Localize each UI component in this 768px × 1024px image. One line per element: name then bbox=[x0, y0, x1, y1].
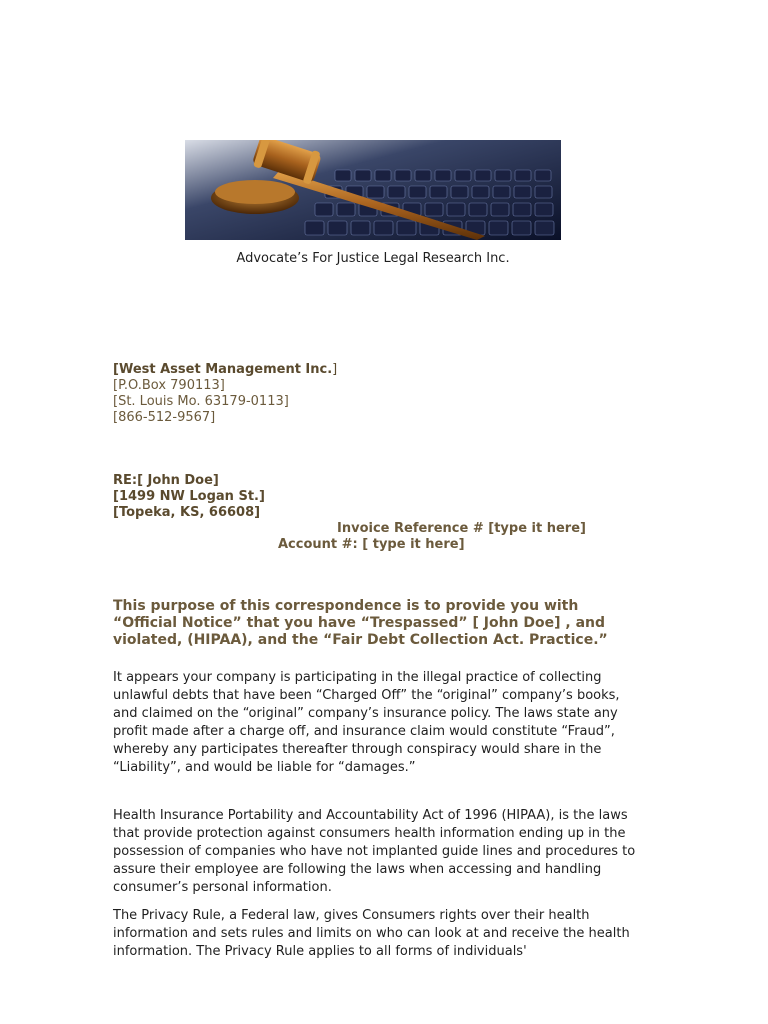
re-street: [1499 NW Logan St.] bbox=[113, 489, 265, 504]
company-name: Advocate’s For Justice Legal Research Inc. bbox=[236, 251, 510, 266]
paragraph-privacy-rule: The Privacy Rule, a Federal law, gives Consumers rights over their health information and sets rules and limits on who can look at and receive the health information. The Privacy Rule applies to all forms of individuals' bbox=[113, 908, 630, 959]
re-city: [Topeka, KS, 66608] bbox=[113, 505, 261, 520]
purpose-statement: This purpose of this correspondence is to provide you with “Official Notice” that you have “Trespassed” [ John Doe] , and violated, (HIPAA), and the “Fair Debt Collection Act. Practice.” bbox=[113, 598, 608, 648]
recipient-name: West Asset Management Inc. bbox=[118, 362, 333, 377]
recipient-address-line1: [P.O.Box 790113] bbox=[113, 378, 225, 393]
recipient-name-close: ] bbox=[332, 362, 338, 377]
gavel-on-keyboard-image bbox=[185, 140, 561, 240]
re-name: RE:[ John Doe] bbox=[113, 473, 219, 488]
recipient-name-line bbox=[113, 362, 337, 378]
gavel-keyboard-illustration bbox=[185, 140, 561, 240]
account-number: Account #: [ type it here] bbox=[278, 537, 465, 552]
paragraph-hipaa: Health Insurance Portability and Accountability Act of 1996 (HIPAA), is the laws that provide protection against consumers health information ending up in the possession of companies who have not implanted guide lines and procedures to assure their employee are following the laws when accessing and handling consumer’s personal information. bbox=[113, 808, 636, 895]
recipient-name-open: [ bbox=[113, 362, 119, 377]
recipient-phone: [866-512-9567] bbox=[113, 410, 216, 425]
invoice-reference: Invoice Reference # [type it here] bbox=[337, 521, 586, 536]
paragraph-charged-off: It appears your company is participating in the illegal practice of collecting unlawful debts that have been “Charged Off” the “original” company’s books, and claimed on the “original” company’s insurance policy. The laws state any profit made after a charge off, and insurance claim would constitute “Fraud”, whereby any participates thereafter through conspiracy would share in the “Liability”, and would be liable for “damages.” bbox=[113, 670, 620, 775]
recipient-address-line2: [St. Louis Mo. 63179-0113] bbox=[113, 394, 289, 409]
